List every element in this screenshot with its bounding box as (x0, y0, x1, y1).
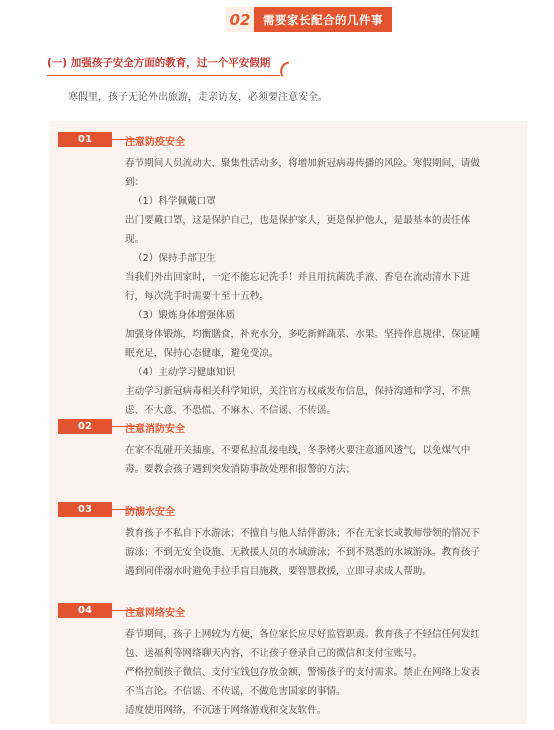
body-line: 主动学习新冠病毒相关科学知识，关注官方权威发布信息，保持沟通和学习，不焦 (125, 386, 471, 397)
item-body (125, 524, 519, 581)
body-line: 春节期间，孩子上网较为方便，各位家长应尽好监管职责。教育孩子不轻信任何发红 (125, 629, 480, 640)
body-line: 行，每次洗手时需要十至十五秒。 (125, 291, 269, 302)
body-line: 遇到同伴溺水时避免手拉手盲目施救，要智慧救援，立即寻求成人帮助。 (125, 566, 432, 577)
section-header-badge (226, 7, 392, 32)
body-subheading: （3）锻炼身体增强体质 (133, 310, 236, 321)
item-number-tag: 02 (58, 419, 112, 434)
body-line: 眠充足，保持心态健康，避免受凉。 (125, 348, 279, 359)
item-title: 注意消防安全 (125, 424, 185, 435)
section-number: 02 (226, 7, 254, 32)
body-line: 春节期间人员流动大、聚集性活动多，将增加新冠病毒传播的风险。寒假期间，请做 (125, 158, 480, 169)
body-line: 教育孩子不私自下水游泳；不擅自与他人结伴游泳；不在无家长或教师带领的情况下 (125, 528, 480, 539)
body-subheading: （4）主动学习健康知识 (133, 367, 236, 378)
body-line: 严格控制孩子微信、支付宝钱包存放金额，警惕孩子的支付需求。禁止在网络上发表 (125, 667, 480, 678)
body-subheading: （1）科学佩戴口罩 (133, 196, 216, 207)
item-number-tag: 01 (58, 132, 112, 147)
body-line: 现。 (125, 234, 145, 245)
body-line: 到： (125, 177, 145, 188)
body-line: 虑、不大意、不恐慌、不麻木、不信谣、不传谣。 (125, 405, 337, 416)
subsection-heading: (一) 加强孩子安全方面的教育，过一个平安假期 (47, 55, 280, 76)
item-body (125, 625, 519, 720)
section-title: 需要家长配合的几件事 (254, 7, 392, 32)
body-line: 不当言论。不信谣、不传谣，不做危害国家的事情。 (125, 686, 346, 697)
item-body (125, 441, 519, 479)
content-panel (50, 121, 527, 724)
body-subheading: （2）保持手部卫生 (133, 253, 216, 264)
item-body (125, 154, 519, 420)
item-title: 注意网络安全 (125, 608, 185, 619)
body-line: 包、送福利等网络聊天内容，不让孩子登录自己的微信和支付宝账号。 (125, 648, 423, 659)
body-line: 游泳；不到无安全设施、无救援人员的水域游泳；不到不熟悉的水域游泳。教育孩子 (125, 547, 480, 558)
item-number-tag: 03 (58, 502, 112, 517)
intro-text: 寒假里，孩子无论外出旅游，走亲访友，必须要注意安全。 (68, 92, 328, 103)
item-title: 防溺水安全 (125, 507, 175, 518)
body-line: 出门要戴口罩，这是保护自己，也是保护家人，更是保护他人，是最基本的责任体 (125, 215, 471, 226)
body-line: 毒。要教会孩子遇到突发消防事故处理和报警的方法； (125, 464, 356, 475)
body-line: 当我们外出回家时，一定不能忘记洗手！并且用抗菌洗手液、香皂在流动清水下进 (125, 272, 471, 283)
body-line: 适度使用网络，不沉迷于网络游戏和交友软件。 (125, 705, 327, 716)
body-line: 加强身体锻炼，均衡膳食，补充水分，多吃新鲜蔬菜、水果。坚持作息规律，保证睡 (125, 329, 480, 340)
body-line: 在家不乱碰开关插座，不要私拉乱接电线，冬季烤火要注意通风透气，以免煤气中 (125, 445, 471, 456)
item-number-tag: 04 (58, 603, 112, 618)
item-title: 注意防疫安全 (125, 137, 185, 148)
